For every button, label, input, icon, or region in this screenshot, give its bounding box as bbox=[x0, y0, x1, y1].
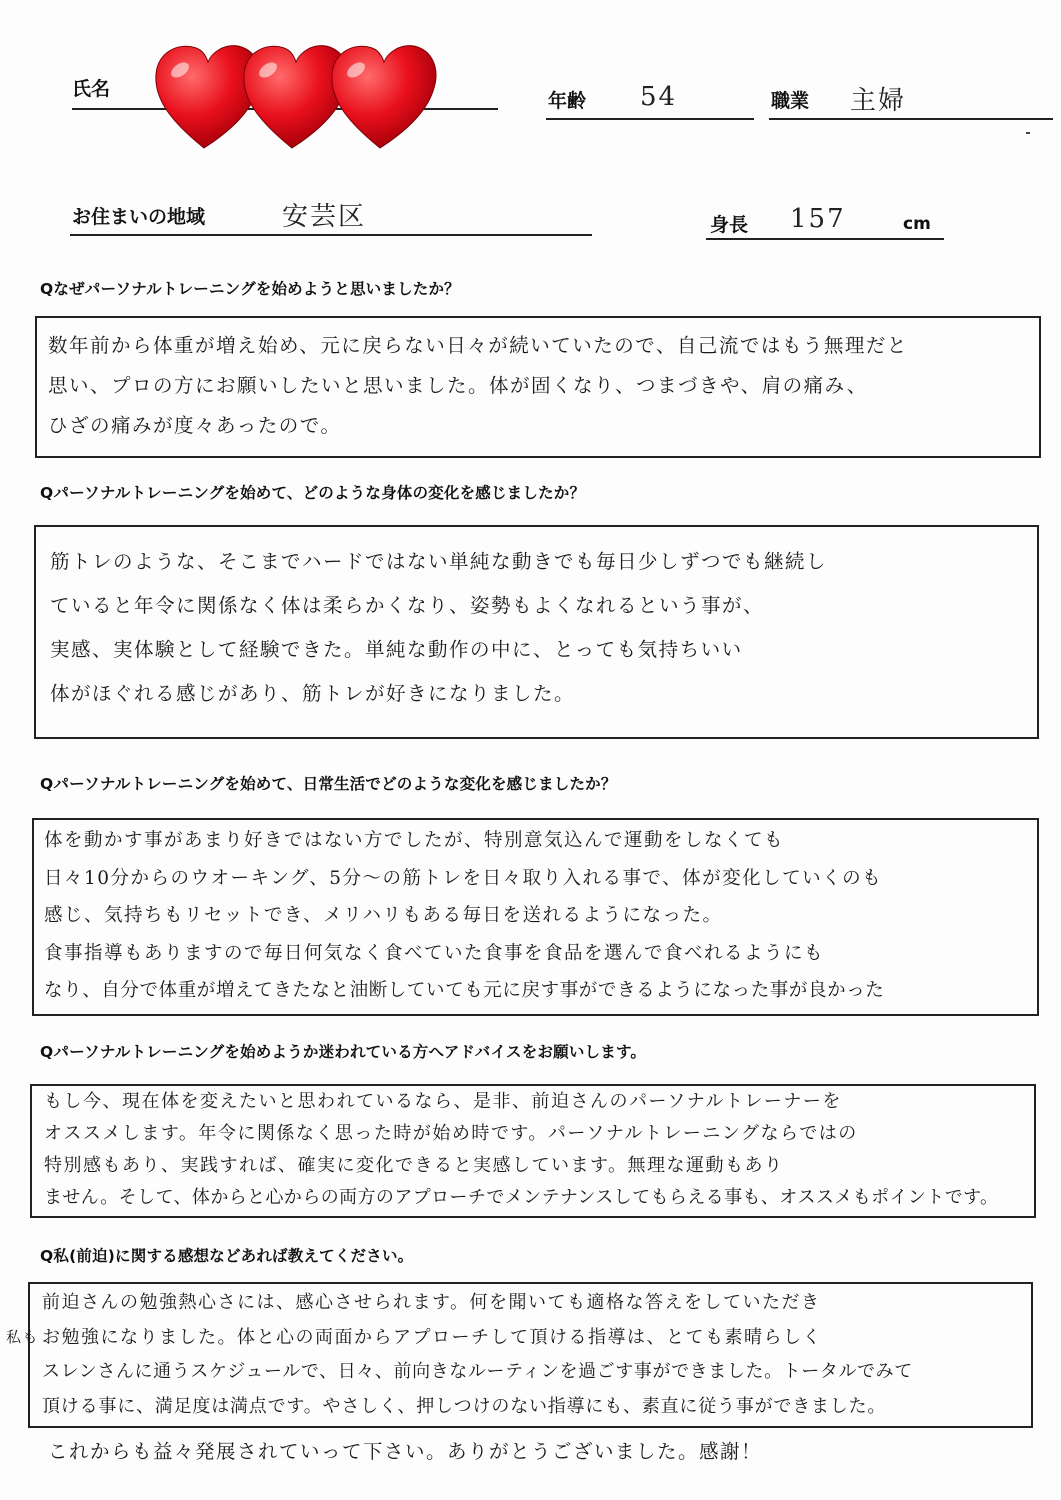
age-label: 年齢 bbox=[548, 90, 587, 112]
answer-line: もし今、現在体を変えたいと思われているなら、是非、前迫さんのパーソナルトレーナーを bbox=[44, 1091, 842, 1112]
answer-line: ていると年令に関係なく体は柔らかくなり、姿勢もよくなれるという事が、 bbox=[50, 594, 765, 617]
answer-line: スレンさんに通うスケジュールで、日々、前向きなルーティンを過ごす事ができました。トータルでみて bbox=[42, 1361, 913, 1382]
heart-stickers bbox=[152, 40, 442, 152]
name-label: 氏名 bbox=[72, 78, 111, 100]
job-label: 職業 bbox=[771, 90, 810, 112]
job-underline bbox=[769, 118, 1053, 120]
answer-line: 前迫さんの勉強熱心さには、感心させられます。何を聞いても適格な答えをしていただき bbox=[42, 1292, 821, 1313]
height-label: 身長 bbox=[710, 214, 749, 236]
answer-line: 体がほぐれる感じがあり、筋トレが好きになりました。 bbox=[50, 682, 576, 705]
heart-icon bbox=[244, 46, 348, 148]
answer-5-prefix: 私も bbox=[6, 1328, 40, 1346]
heart-icon bbox=[332, 46, 436, 148]
answer-4 bbox=[44, 1086, 998, 1214]
height-value: 157 bbox=[790, 204, 846, 234]
answer-line: 実感、実体験として経験できた。単純な動作の中に、とっても気持ちいい bbox=[50, 638, 743, 661]
age-underline bbox=[546, 118, 754, 120]
question-3: Qパーソナルトレーニングを始めて、日常生活でどのような変化を感じましたか？ bbox=[40, 775, 617, 793]
question-2: Qパーソナルトレーニングを始めて、どのような身体の変化を感じましたか？ bbox=[40, 484, 586, 502]
question-5: Q私(前迫)に関する感想などあれば教えてください。 bbox=[40, 1247, 414, 1265]
answer-line: なり、自分で体重が増えてきたなと油断していても元に戻す事ができるようになった事が良かった bbox=[44, 980, 885, 1001]
answer-line: お勉強になりました。体と心の両面からアプローチして頂ける指導は、とても素晴らしく bbox=[42, 1326, 822, 1348]
answer-line: 筋トレのような、そこまでハードではない単純な動きでも毎日少しずつでも継続し bbox=[50, 550, 828, 573]
scan-mark bbox=[1026, 132, 1030, 134]
answer-5 bbox=[42, 1286, 913, 1424]
answer-line: 体を動かす事があまり好きではない方でしたが、特別意気込んで運動をしなくても bbox=[44, 830, 785, 851]
height-unit: cm bbox=[903, 214, 931, 234]
area-label: お住まいの地域 bbox=[72, 206, 206, 228]
answer-line: ません。そして、体からと心からの両方のアプローチでメンテナンスしてもらえる事も、オススメもポイントです。 bbox=[44, 1187, 999, 1208]
answer-3 bbox=[44, 822, 884, 1010]
answer-1 bbox=[48, 326, 908, 446]
height-underline bbox=[706, 238, 944, 240]
answer-2 bbox=[50, 540, 827, 716]
answer-line: 頂ける事に、満足度は満点です。やさしく、押しつけのない指導にも、素直に従う事ができました。 bbox=[42, 1395, 887, 1417]
answer-line: 特別感もあり、実践すれば、確実に変化できると実感しています。無理な運動もあり bbox=[44, 1155, 784, 1176]
answer-line: 数年前から体重が増え始め、元に戻らない日々が続いていたので、自己流ではもう無理だと bbox=[48, 334, 908, 357]
job-value: 主婦 bbox=[850, 86, 907, 116]
heart-icon bbox=[156, 46, 260, 148]
answer-line: ひざの痛みが度々あったので。 bbox=[48, 414, 342, 437]
question-4: Qパーソナルトレーニングを始めようか迷われている方へアドバイスをお願いします。 bbox=[40, 1043, 647, 1061]
answer-line: オススメします。年令に関係なく思った時が始め時です。パーソナルトレーニングならではの bbox=[44, 1123, 858, 1144]
answer-line: 思い、プロの方にお願いしたいと思いました。体が固くなり、つまづきや、肩の痛み、 bbox=[48, 374, 868, 397]
area-underline bbox=[70, 234, 592, 236]
answer-line: 食事指導もありますので毎日何気なく食べていた食事を食品を選んで食べれるようにも bbox=[44, 942, 825, 964]
answer-5-closing: これからも益々発展されていって下さい。ありがとうございました。感謝！ bbox=[48, 1440, 763, 1463]
age-value: 54 bbox=[640, 82, 678, 112]
answer-line: 日々10分からのウオーキング、5分〜の筋トレを日々取り入れる事で、体が変化していくのも bbox=[44, 867, 883, 889]
area-value: 安芸区 bbox=[282, 202, 367, 232]
answer-line: 感じ、気持ちもリセットでき、メリハリもある毎日を送れるようになった。 bbox=[44, 905, 723, 926]
question-1: Qなぜパーソナルトレーニングを始めようと思いましたか？ bbox=[40, 280, 460, 298]
